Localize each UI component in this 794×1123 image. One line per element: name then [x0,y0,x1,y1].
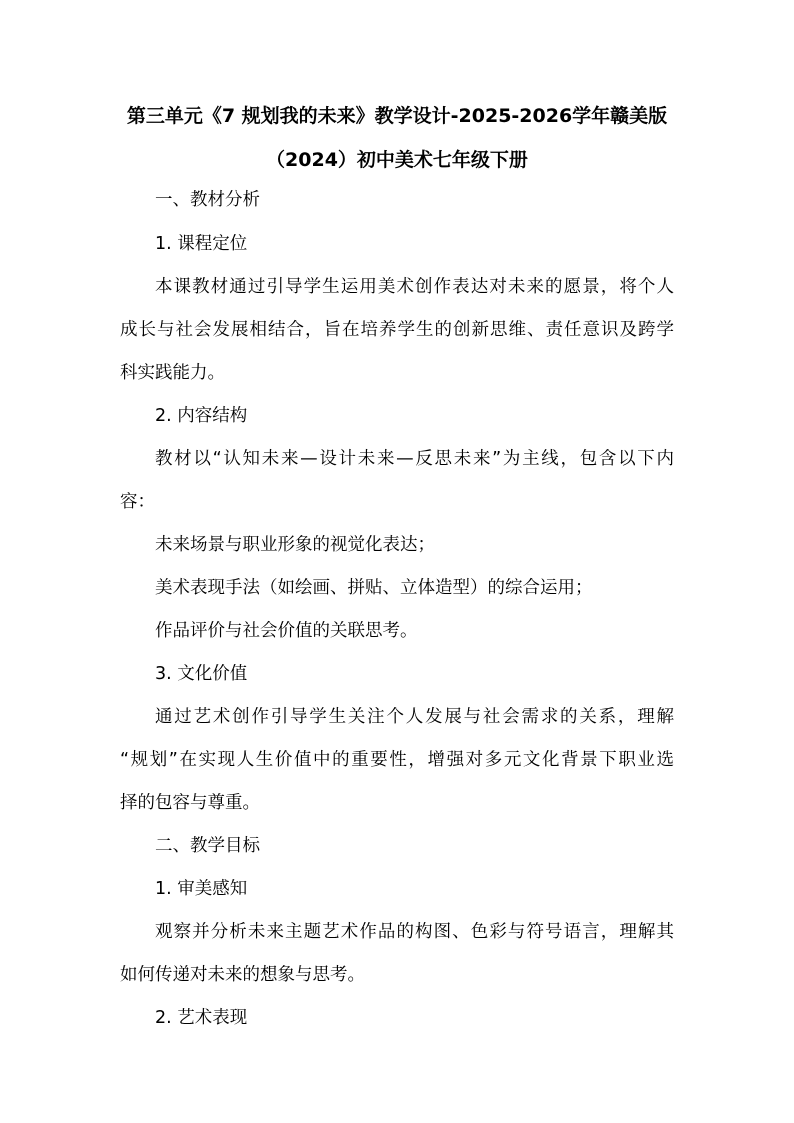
paragraph-line: 观察并分析未来主题艺术作品的构图、色彩与符号语言，理解其 [155,922,674,942]
paragraph-line: 本课教材通过引导学生运用美术创作表达对未来的愿景，将个人 [155,277,674,297]
subheading-cultural-value: 3. 文化价值 [155,664,248,684]
paragraph-line: 通过艺术创作引导学生关注个人发展与社会需求的关系，理解 [155,707,674,727]
subheading-artistic-expression: 2. 艺术表现 [155,1008,248,1028]
list-item: 未来场景与职业形象的视觉化表达； [155,535,435,555]
paragraph-line: “规划”在实现人生价值中的重要性，增强对多元文化背景下职业选 [120,750,674,770]
paragraph-line: 教材以“认知未来—设计未来—反思未来”为主线，包含以下内 [155,449,674,469]
section-heading-textbook-analysis: 一、教材分析 [155,190,260,210]
subheading-course-positioning: 1. 课程定位 [155,234,248,254]
paragraph-line: 容： [120,492,155,512]
paragraph-line: 成长与社会发展相结合，旨在培养学生的创新思维、责任意识及跨学 [120,320,674,340]
list-item: 美术表现手法（如绘画、拼贴、立体造型）的综合运用； [155,578,593,598]
paragraph-line: 择的包容与尊重。 [120,793,260,813]
document-title-line-2: （2024）初中美术七年级下册 [266,149,528,171]
subheading-content-structure: 2. 内容结构 [155,406,248,426]
paragraph-line: 如何传递对未来的想象与思考。 [120,965,365,985]
paragraph-line: 科实践能力。 [120,363,225,383]
document-title-line-1: 第三单元《7 规划我的未来》教学设计-2025-2026学年赣美版 [126,105,668,127]
list-item: 作品评价与社会价值的关联思考。 [155,621,418,641]
section-heading-teaching-objectives: 二、教学目标 [155,836,260,856]
subheading-aesthetic-perception: 1. 审美感知 [155,879,248,899]
